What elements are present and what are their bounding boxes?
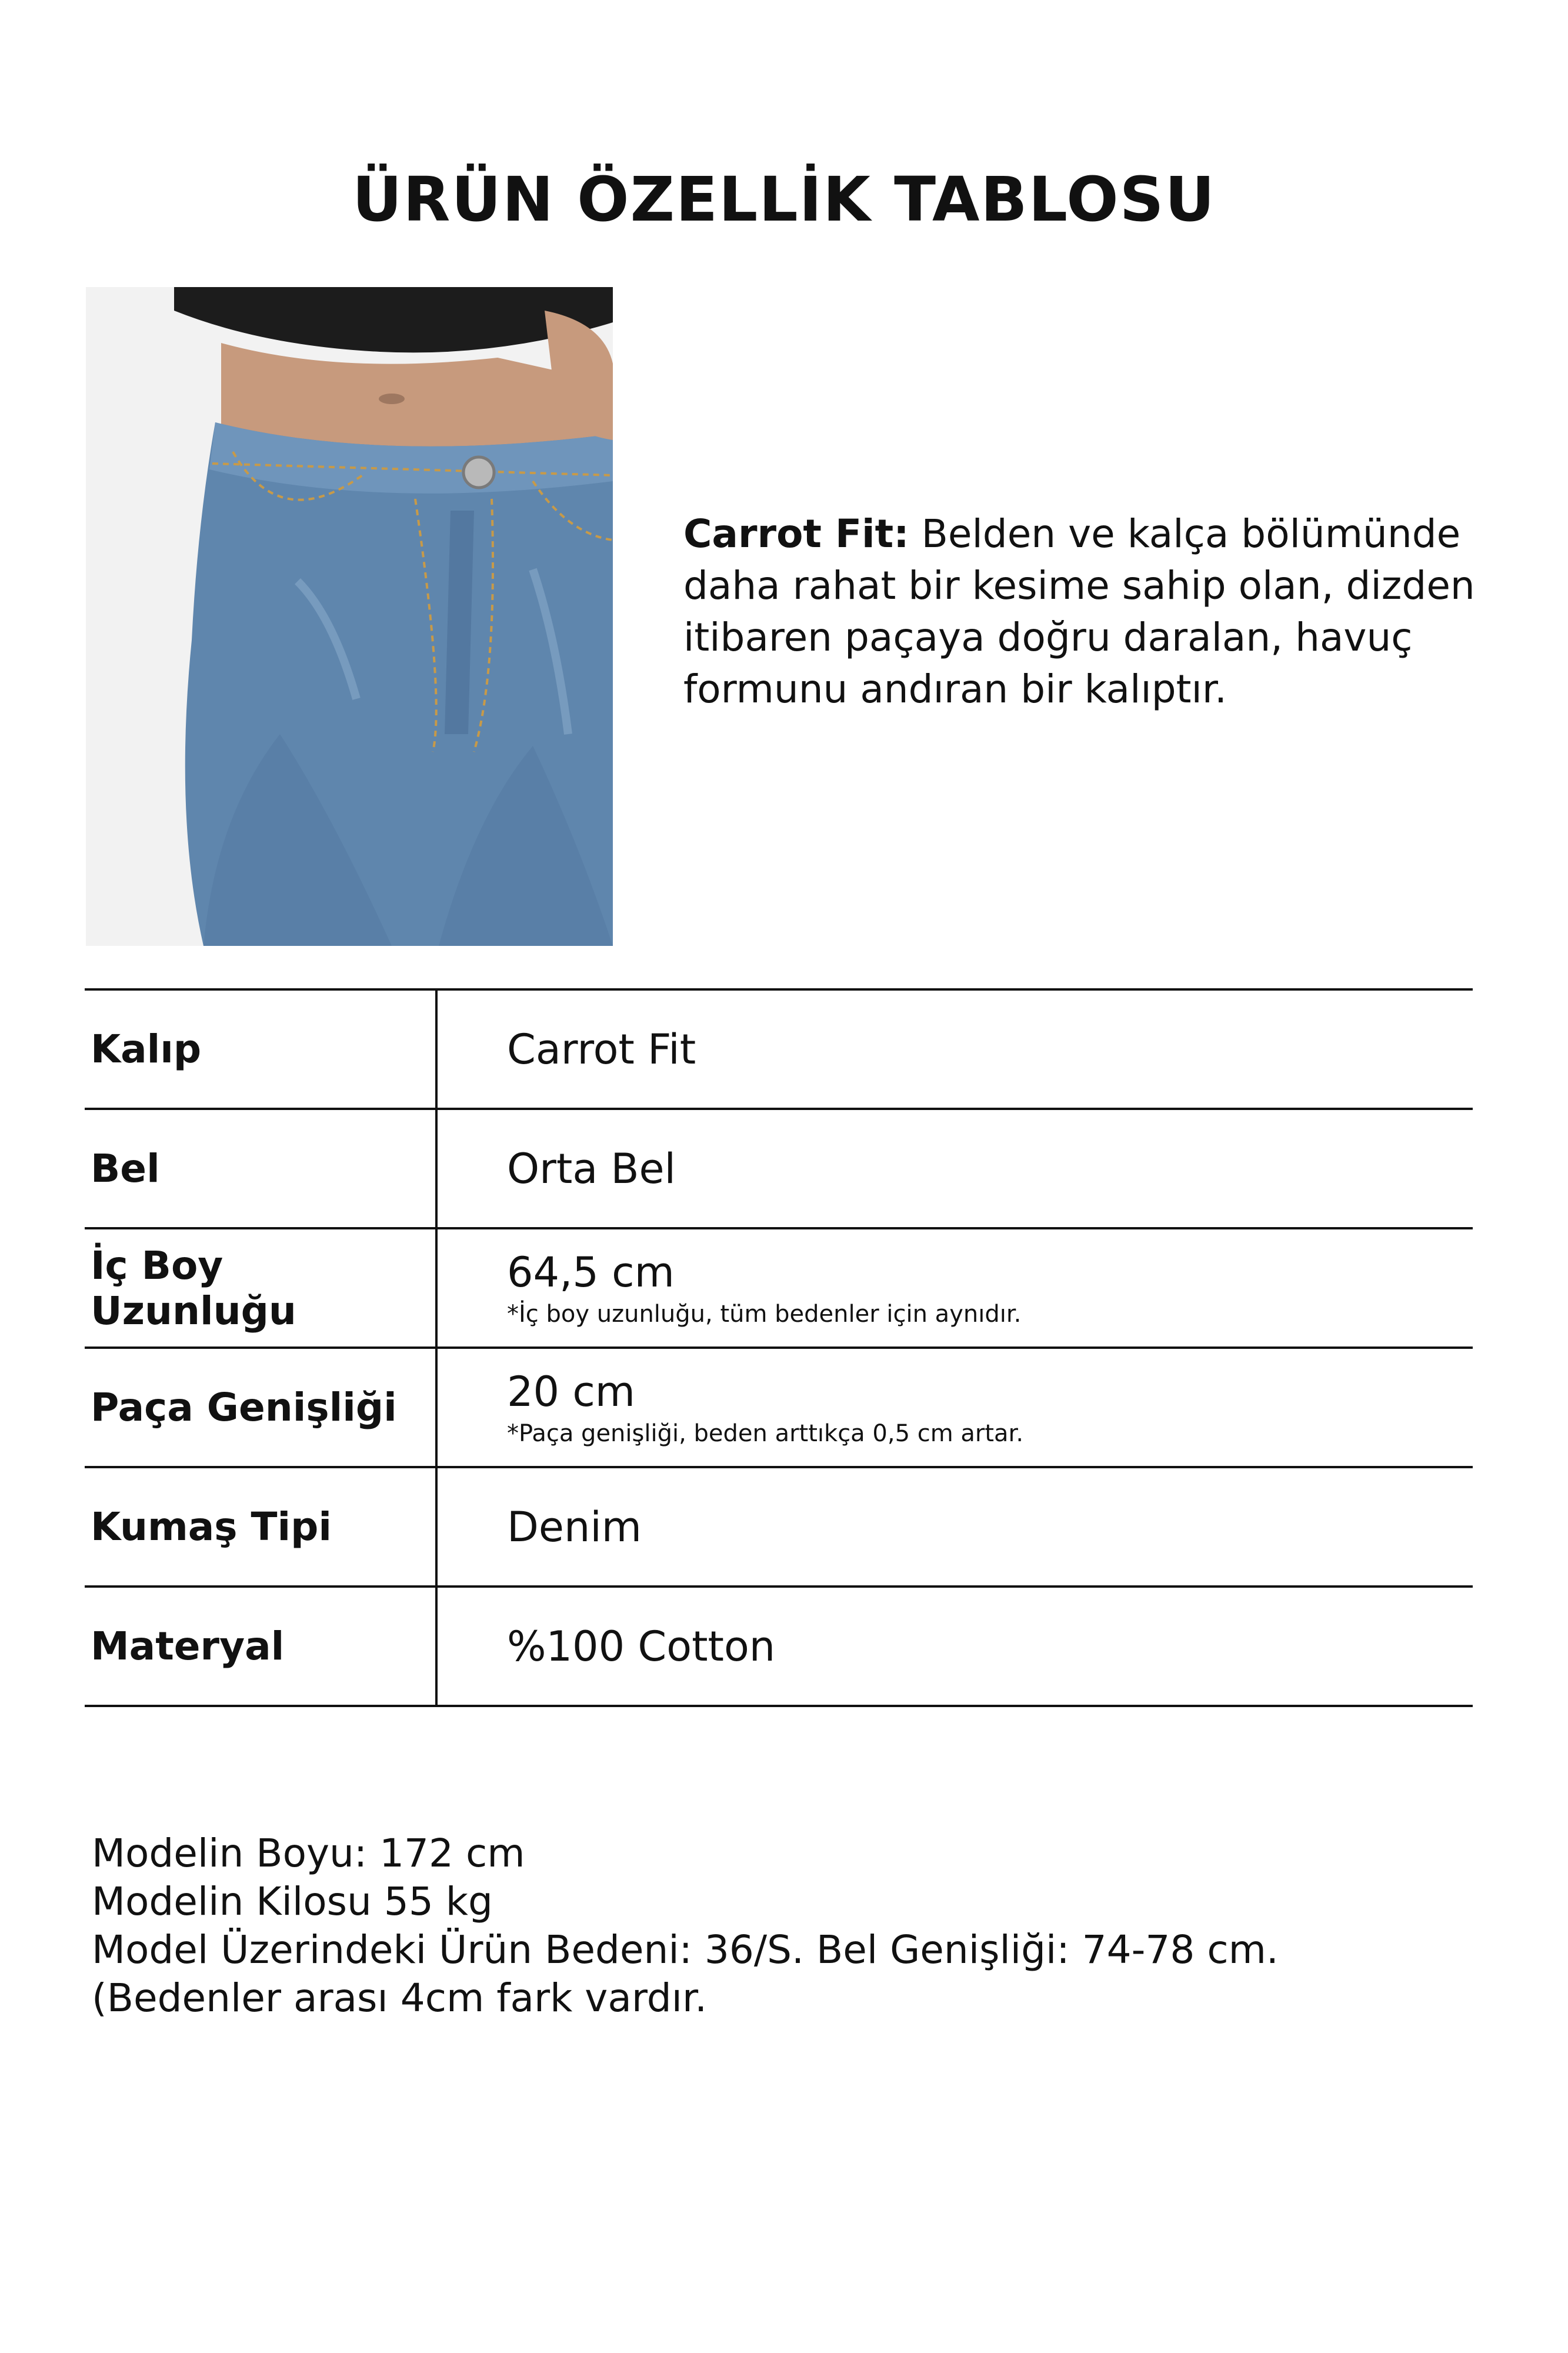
table-row	[85, 1228, 1473, 1348]
spec-value-cell	[436, 1467, 1473, 1587]
model-info	[92, 1829, 1480, 2022]
spec-table	[85, 988, 1473, 1707]
spec-label: Kumaş Tipi	[85, 1467, 436, 1587]
spec-label: Kalıp	[85, 989, 436, 1109]
table-row	[85, 989, 1473, 1109]
spec-value: Orta Bel	[507, 1144, 676, 1193]
product-photo	[86, 287, 613, 946]
spec-label: Bel	[85, 1109, 436, 1228]
spec-value: Carrot Fit	[507, 1025, 696, 1074]
fit-description	[683, 508, 1519, 715]
spec-value: Denim	[507, 1502, 642, 1551]
spec-value-cell	[436, 1348, 1473, 1467]
spec-value-cell	[436, 989, 1473, 1109]
model-height: Modelin Boyu: 172 cm	[92, 1831, 525, 1876]
spec-value-cell	[436, 1109, 1473, 1228]
table-row	[85, 1348, 1473, 1467]
spec-value: %100 Cotton	[507, 1622, 776, 1671]
jeans-photo-icon	[86, 287, 613, 946]
table-row	[85, 1587, 1473, 1706]
model-size: Model Üzerindeki Ürün Bedeni: 36/S. Bel Genişliği: 74-78 cm. (Bedenler arası 4cm fark vardır.	[92, 1927, 1279, 2021]
spec-label: İç Boy Uzunluğu	[85, 1228, 436, 1348]
spec-value-cell	[436, 1587, 1473, 1706]
fit-description-text: Belden ve kalça bölümünde daha rahat bir kesime sahip olan, dizden itibaren paçaya doğru daralan, havuç formunu andıran bir kalıptır.	[683, 511, 1475, 712]
spec-label: Materyal	[85, 1587, 436, 1706]
model-weight: Modelin Kilosu 55 kg	[92, 1879, 493, 1924]
spec-label: Paça Genişliği	[85, 1348, 436, 1467]
spec-note: *İç boy uzunluğu, tüm bedenler için aynıdır.	[507, 1300, 1022, 1328]
spec-value: 64,5 cm	[507, 1248, 675, 1297]
table-row	[85, 1109, 1473, 1228]
page-title: ÜRÜN ÖZELLİK TABLOSU	[352, 164, 1216, 235]
spec-note: *Paça genişliği, beden arttıkça 0,5 cm artar.	[507, 1419, 1024, 1447]
fit-description-lead: Carrot Fit:	[683, 511, 909, 556]
table-row	[85, 1467, 1473, 1587]
spec-value-cell	[436, 1228, 1473, 1348]
spec-value: 20 cm	[507, 1367, 635, 1416]
